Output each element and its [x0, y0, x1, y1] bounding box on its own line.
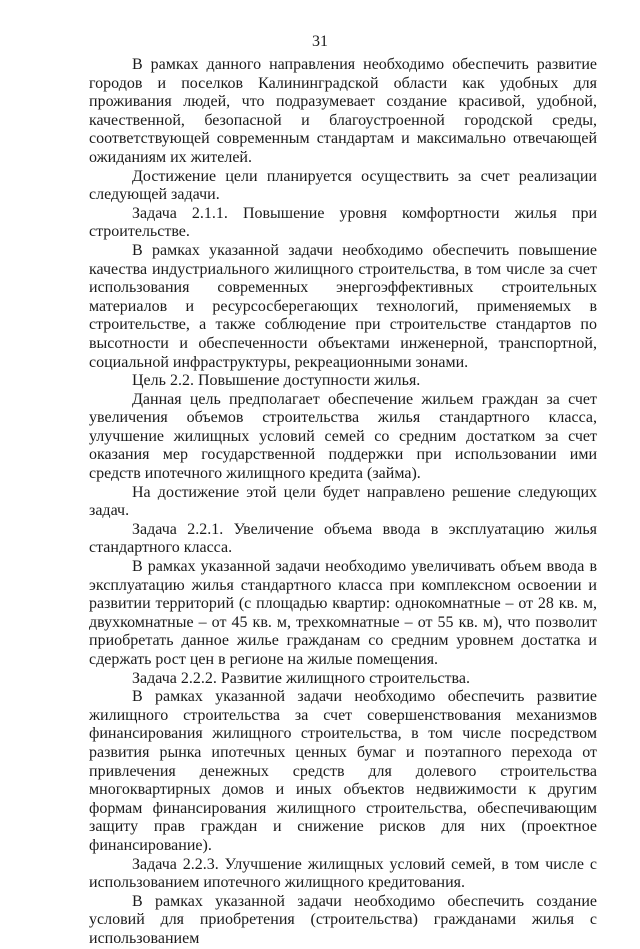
paragraph-tasks-intro: На достижение этой цели будет направлено решение следующих задач.: [89, 483, 597, 520]
paragraph-task-2-2-1: В рамках указанной задачи необходимо увеличивать объем ввода в эксплуатацию жилья стандартного класса при комплексном освоении и развитии территорий (с площадью квартир: однокомнатные – от 28 кв. м, двухкомнатные – от 45 кв. м, трехкомнатные – от 55 кв. м), что позволит приобретать данное жилье гражданам со средним уровнем достатка и сдержать рост цен в регионе на жилые помещения.: [89, 558, 597, 668]
paragraph-direction-intro: В рамках данного направления необходимо обеспечить развитие городов и поселков Калининградской области как удобных для проживания людей, что подразумевает создание красивой, удобной, качественной, безопасной и благоустроенной городской среды, соответствующей современным стандартам и максимально отвечающей ожиданиям их жителей.: [89, 56, 597, 166]
paragraph-goal-2-2: Данная цель предполагает обеспечение жильем граждан за счет увеличения объемов строительства жилья стандартного класса, улучшение жилищных условий семей со средним достатком за счет оказания мер государственной поддержки при использовании ими средств ипотечного жилищного кредита (займа).: [89, 390, 597, 483]
document-body: [89, 56, 597, 949]
paragraph-task-2-2-3: В рамках указанной задачи необходимо обеспечить создание условий для приобретения (строительства) гражданами жилья с использованием: [89, 892, 597, 947]
heading-task-2-1-1: Задача 2.1.1. Повышение уровня комфортности жилья при строительстве.: [89, 204, 597, 241]
page-number: 31: [312, 33, 328, 50]
heading-goal-2-2: Цель 2.2. Повышение доступности жилья.: [132, 372, 421, 390]
heading-task-2-2-3: Задача 2.2.3. Улучшение жилищных условий семей, в том числе с использованием ипотечного жилищного кредитования.: [89, 855, 597, 892]
heading-task-2-2-1: Задача 2.2.1. Увеличение объема ввода в эксплуатацию жилья стандартного класса.: [89, 520, 597, 557]
paragraph-task-2-2-2: В рамках указанной задачи необходимо обеспечить развитие жилищного строительства за счет совершенствования механизмов финансирования жилищного строительства, в том числе посредством развития рынка ипотечных ценных бумаг и поэтапного перехода от привлечения денежных средств для долевого строительства многоквартирных домов и иных объектов недвижимости к другим формам финансирования жилищного строительства, обеспечивающим защиту прав граждан и снижение рисков для них (проектное финансирование).: [89, 688, 597, 854]
paragraph-task-2-1-1: В рамках указанной задачи необходимо обеспечить повышение качества индустриального жилищного строительства, в том числе за счет использования современных энергоэффективных строительных материалов и ресурсосберегающих технологий, применяемых в строительстве, а также соблюдение при строительстве стандартов по высотности и обеспеченности объектами инженерной, транспортной, социальной инфраструктуры, рекреационными зонами.: [89, 241, 597, 371]
paragraph-goal-achievement: Достижение цели планируется осуществить за счет реализации следующей задачи.: [89, 167, 597, 204]
heading-task-2-2-2: Задача 2.2.2. Развитие жилищного строительства.: [132, 669, 470, 687]
